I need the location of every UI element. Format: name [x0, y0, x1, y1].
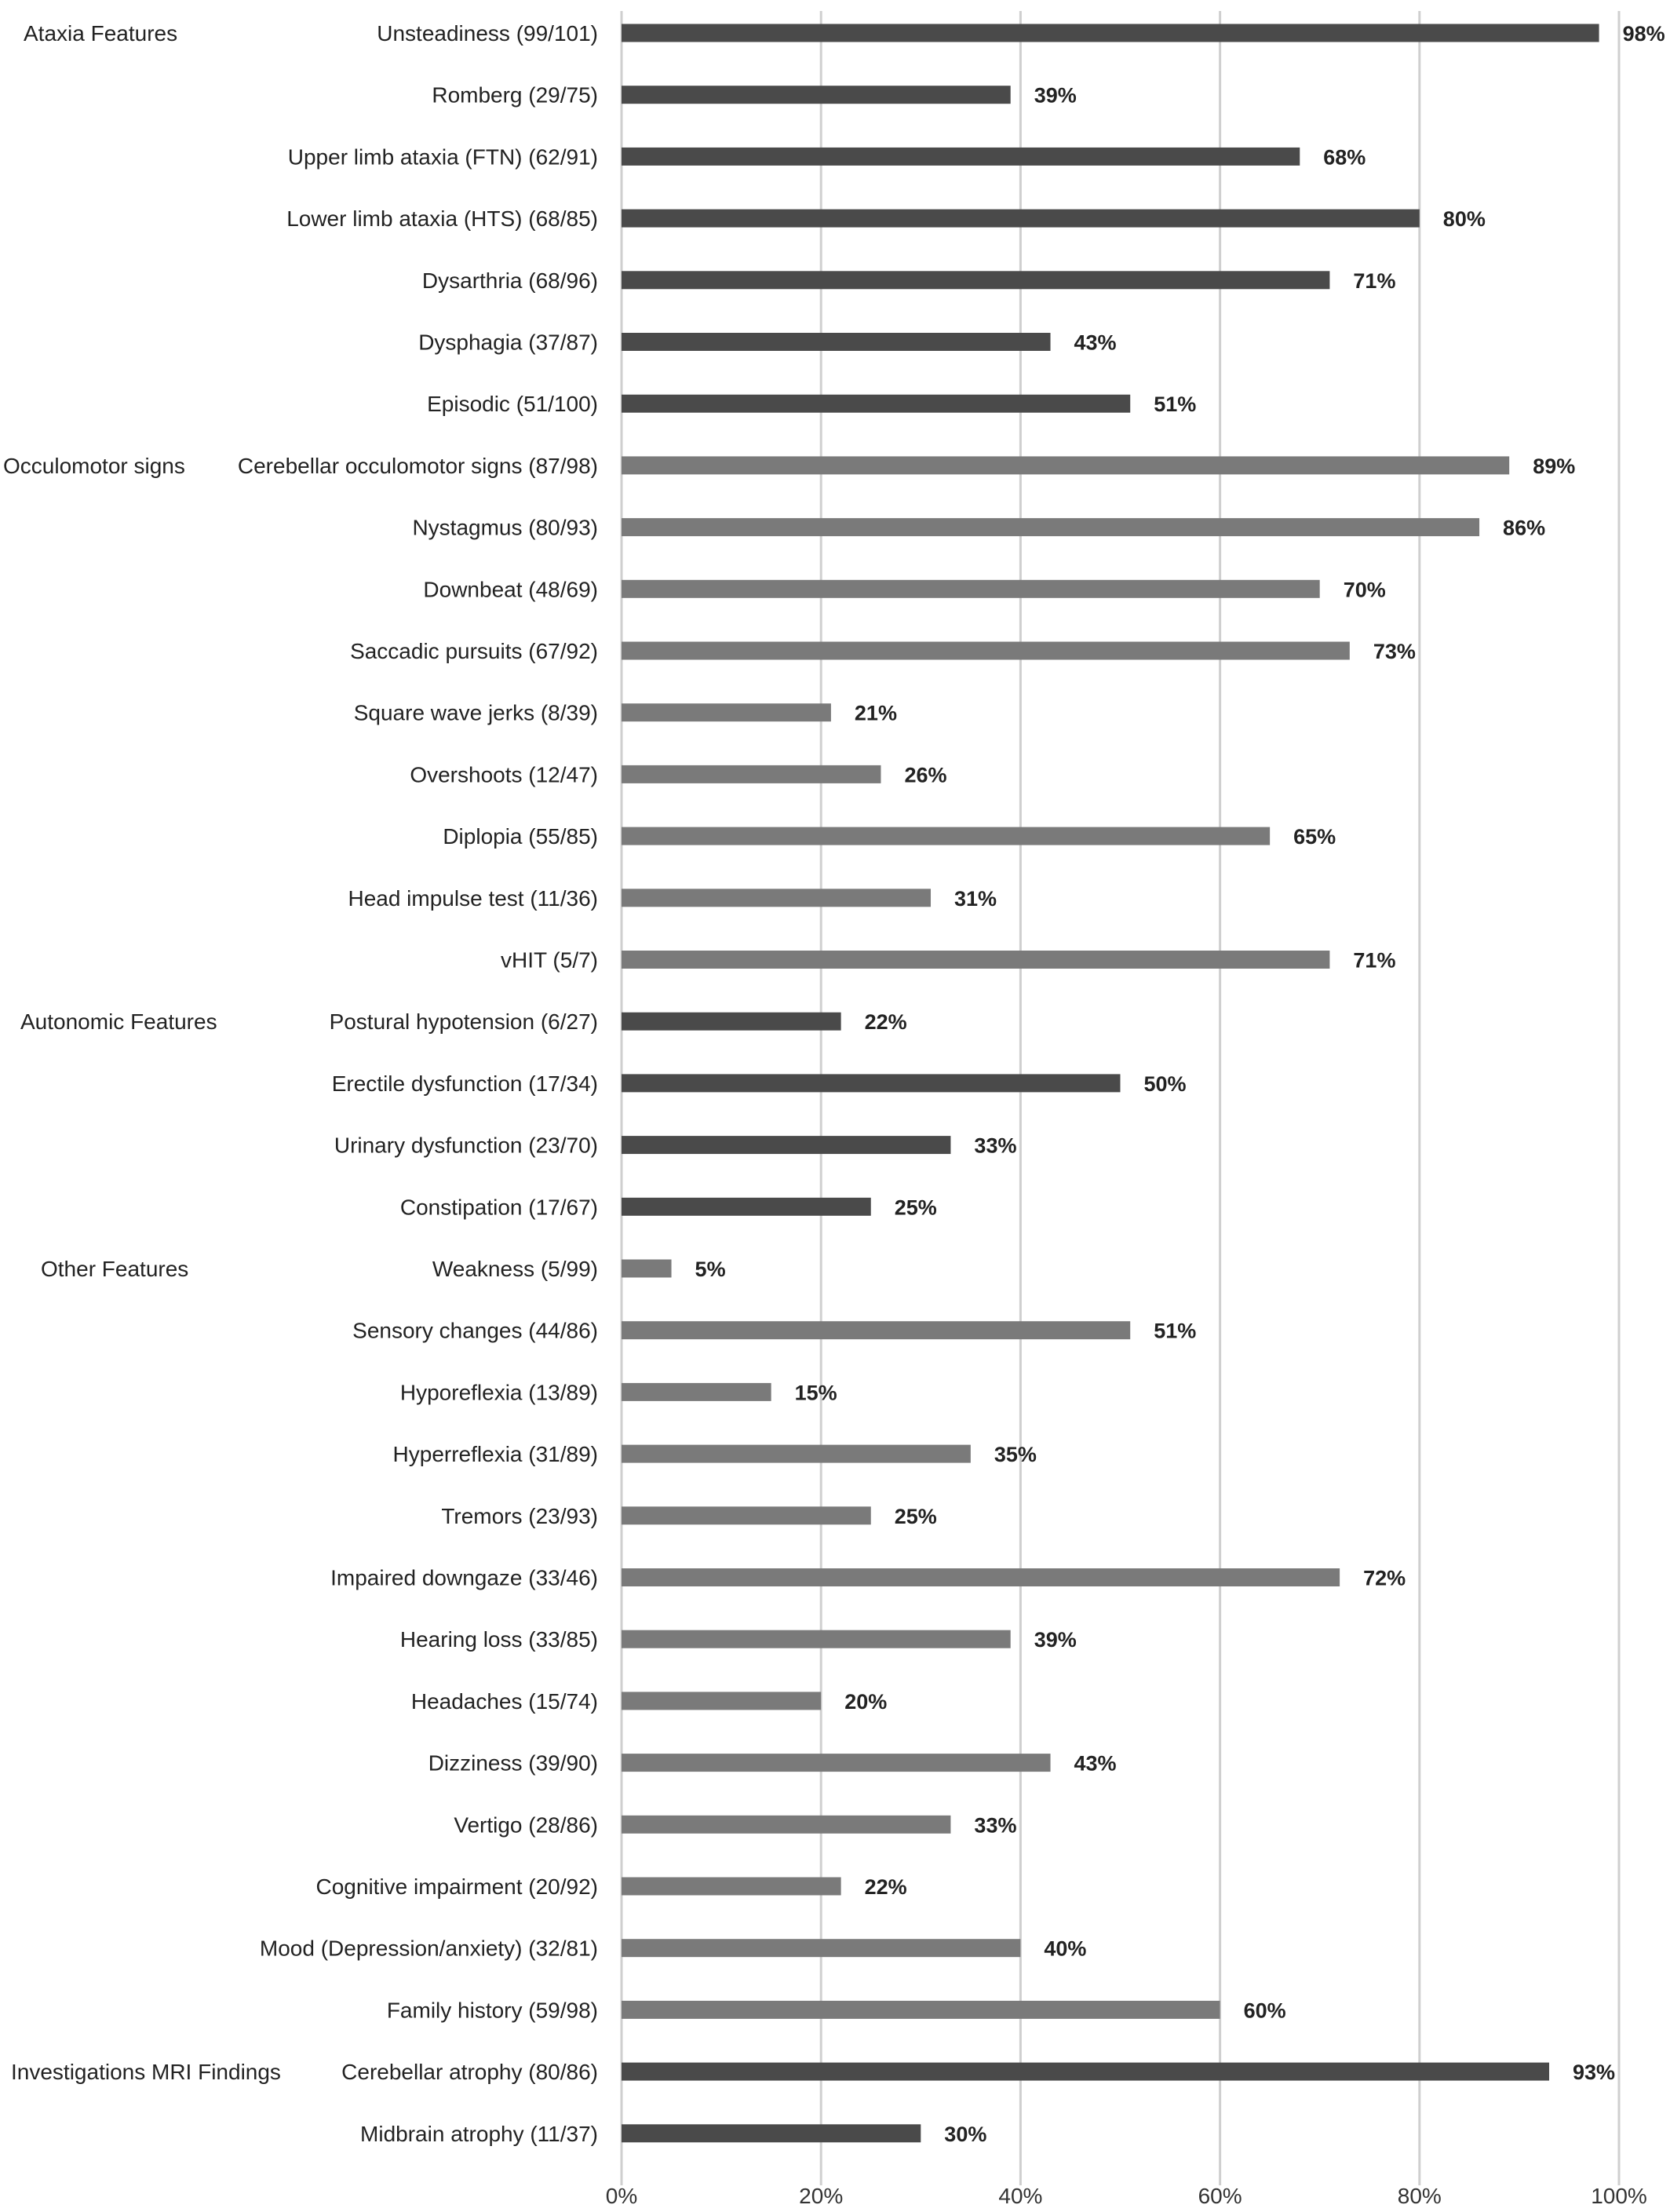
bar: [622, 1383, 771, 1401]
bar: [622, 1754, 1051, 1772]
value-label: 30%: [944, 2122, 987, 2146]
bar: [622, 86, 1011, 104]
category-label: Sensory changes (44/86): [352, 1318, 598, 1343]
category-label: Hyperreflexia (31/89): [392, 1442, 598, 1467]
category-label: Downbeat (48/69): [423, 577, 598, 602]
category-label: Cerebellar atrophy (80/86): [341, 2060, 598, 2085]
bar: [622, 1074, 1121, 1092]
category-label: vHIT (5/7): [501, 947, 598, 973]
value-label: 98%: [1622, 22, 1665, 46]
bar: [622, 24, 1599, 42]
x-tick-label: 80%: [1397, 2184, 1442, 2208]
value-label: 21%: [854, 701, 897, 725]
bar: [622, 703, 831, 721]
x-tick-label: 100%: [1591, 2184, 1647, 2208]
value-label: 71%: [1353, 948, 1396, 973]
value-label: 39%: [1034, 83, 1077, 108]
bar: [622, 642, 1350, 660]
value-label: 35%: [994, 1443, 1037, 1467]
category-label: Square wave jerks (8/39): [353, 700, 598, 725]
value-label: 80%: [1442, 207, 1486, 232]
x-tick-label: 40%: [998, 2184, 1043, 2208]
category-label: Dizziness (39/90): [428, 1750, 598, 1776]
category-label: Lower limb ataxia (HTS) (68/85): [286, 206, 598, 232]
value-label: 22%: [864, 1010, 907, 1035]
value-label: 33%: [974, 1133, 1017, 1158]
bar: [622, 271, 1329, 289]
value-label: 39%: [1034, 1628, 1077, 1652]
category-label: Diplopia (55/85): [443, 824, 598, 849]
bar: [622, 1630, 1011, 1648]
value-label: 89%: [1533, 454, 1576, 478]
value-label: 25%: [894, 1195, 937, 1220]
category-label: Dysphagia (37/87): [418, 330, 598, 355]
category-label: Hyporeflexia (13/89): [399, 1380, 598, 1405]
value-label: 26%: [904, 763, 947, 787]
value-label: 43%: [1074, 1751, 1117, 1776]
value-label: 86%: [1503, 516, 1546, 540]
value-label: 71%: [1353, 268, 1396, 293]
group-label: Autonomic Features: [20, 1009, 217, 1035]
category-label: Midbrain atrophy (11/37): [360, 2121, 598, 2146]
category-label: Romberg (29/75): [432, 82, 598, 108]
x-tick-label: 20%: [799, 2184, 844, 2208]
category-label: Tremors (23/93): [441, 1503, 598, 1528]
category-label: Impaired downgaze (33/46): [330, 1565, 598, 1590]
value-label: 51%: [1154, 1319, 1197, 1343]
bar: [622, 1816, 950, 1834]
bar: [622, 765, 881, 783]
bar: [622, 1198, 871, 1216]
bar: [622, 210, 1420, 228]
category-label: Nystagmus (80/93): [412, 515, 598, 540]
category-label: Hearing loss (33/85): [399, 1627, 598, 1652]
bar: [622, 1321, 1130, 1339]
value-label: 50%: [1143, 1071, 1187, 1096]
value-label: 40%: [1044, 1936, 1087, 1961]
group-label: Ataxia Features: [24, 21, 178, 46]
bar: [622, 827, 1270, 845]
value-label: 22%: [864, 1875, 907, 1899]
bar: [622, 1445, 971, 1463]
value-label: 70%: [1343, 578, 1386, 602]
value-label: 93%: [1573, 2061, 1616, 2085]
bar: [622, 2001, 1220, 2019]
bar: [622, 333, 1051, 351]
bar: [622, 1568, 1340, 1586]
value-label: 68%: [1323, 145, 1366, 170]
bar: [622, 1878, 841, 1896]
value-label: 43%: [1074, 330, 1117, 355]
category-label: Family history (59/98): [386, 1998, 598, 2023]
bar: [622, 2124, 921, 2142]
value-label: 33%: [974, 1813, 1017, 1838]
bar: [622, 1260, 672, 1278]
category-label: Urinary dysfunction (23/70): [334, 1133, 598, 1158]
category-label: Dysarthria (68/96): [421, 268, 598, 293]
category-label: Erectile dysfunction (17/34): [331, 1071, 598, 1096]
value-label: 73%: [1373, 640, 1416, 663]
value-label: 60%: [1243, 1998, 1286, 2023]
bar: [622, 1939, 1020, 1957]
x-tick-label: 0%: [605, 2184, 638, 2208]
value-label: 51%: [1154, 392, 1197, 417]
bar: [622, 518, 1479, 536]
category-label: Cognitive impairment (20/92): [315, 1874, 598, 1899]
category-label: Cerebellar occulomotor signs (87/98): [237, 453, 598, 478]
bar: [622, 580, 1320, 598]
value-label: 20%: [844, 1689, 888, 1714]
value-label: 5%: [695, 1257, 726, 1281]
bar: [622, 1506, 871, 1524]
group-label: Investigations MRI Findings: [11, 2060, 281, 2085]
category-label: Episodic (51/100): [427, 392, 598, 417]
group-label: Occulomotor signs: [3, 453, 185, 478]
bar: [622, 395, 1130, 413]
value-label: 31%: [954, 886, 997, 911]
category-label: Upper limb ataxia (FTN) (62/91): [287, 144, 598, 170]
bar: [622, 456, 1509, 474]
category-label: Head impulse test (11/36): [348, 885, 598, 911]
value-label: 15%: [794, 1381, 837, 1405]
category-label: Postural hypotension (6/27): [329, 1009, 598, 1035]
category-label: Weakness (5/99): [432, 1257, 598, 1281]
bar: [622, 1136, 950, 1154]
category-label: Headaches (15/74): [410, 1688, 598, 1714]
bar: [622, 951, 1329, 969]
bar: [622, 1013, 841, 1031]
category-label: Unsteadiness (99/101): [377, 21, 598, 46]
value-label: 65%: [1293, 825, 1336, 849]
bar: [622, 889, 931, 907]
category-label: Mood (Depression/anxiety) (32/81): [259, 1936, 598, 1961]
category-label: Overshoots (12/47): [410, 762, 598, 787]
value-label: 25%: [894, 1504, 937, 1528]
bar: [622, 148, 1300, 166]
bar: [622, 2063, 1549, 2081]
bar: [622, 1692, 821, 1710]
category-label: Constipation (17/67): [399, 1195, 598, 1220]
category-label: Vertigo (28/86): [454, 1812, 598, 1838]
value-label: 72%: [1363, 1566, 1406, 1590]
category-label: Saccadic pursuits (67/92): [350, 639, 598, 663]
group-label: Other Features: [41, 1257, 189, 1281]
x-tick-label: 60%: [1198, 2184, 1242, 2208]
x-axis-ticks: [606, 2184, 1647, 2208]
